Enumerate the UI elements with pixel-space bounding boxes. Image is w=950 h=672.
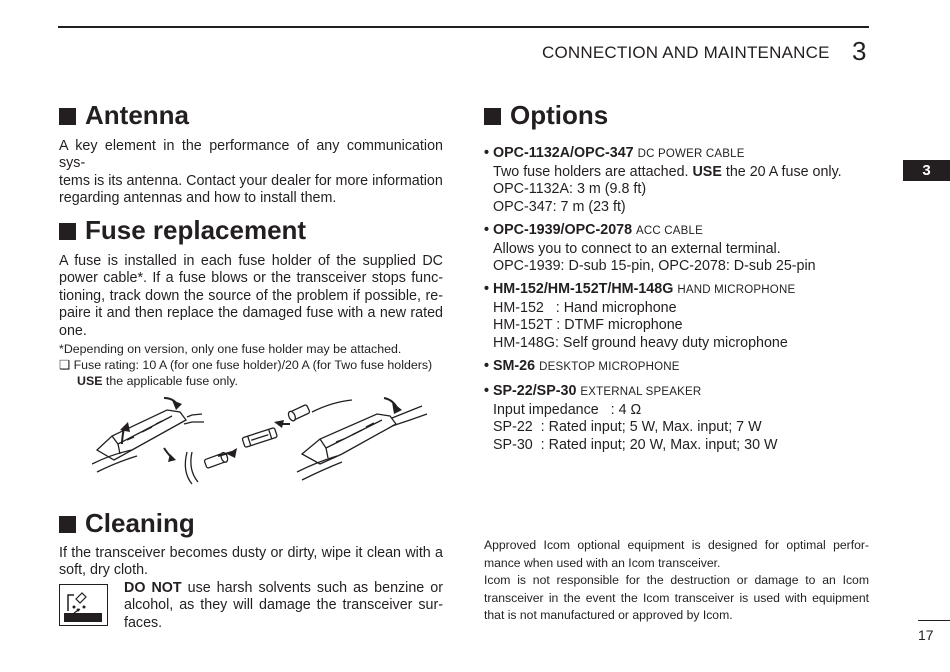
chapter-tab: 3 — [903, 160, 950, 181]
options-heading: Options — [484, 100, 608, 131]
page-number: 17 — [918, 627, 934, 643]
option-item: • SM-26 DESKTOP MICROPHONE — [484, 358, 680, 374]
fuse-rating: ❑ Fuse rating: 10 A (for one fuse holder)/20 A (for Two fuse holders) — [59, 358, 433, 372]
fuse-text: A fuse is installed in each fuse holder of the supplied DC power cable*. If a fuse blows or the transceiver stops func- tioning, track down the source of the problem if possible, re- paire it and then replace the damaged fuse with a new rated one. — [59, 253, 443, 339]
option-item: • HM-152/HM-152T/HM-148G HAND MICROPHONE HM-152 : Hand microphone HM-152T : DTMF microphone HM-148G: Self ground heavy duty microphone — [484, 281, 796, 351]
heading-square-icon — [59, 516, 76, 533]
fuse-use-note: USE the applicable fuse only. — [77, 374, 238, 388]
fuse-holder-illustration — [92, 392, 432, 487]
chapter-number: 3 — [852, 36, 867, 66]
header-rule — [58, 26, 869, 28]
option-item: • OPC-1939/OPC-2078 ACC CABLE Allows you to connect to an external terminal. OPC-1939: D-sub 15-pin, OPC-2078: D-sub 25-pin — [484, 222, 816, 275]
cleaning-text: If the transceiver becomes dusty or dirty, wipe it clean with a soft, dry cloth. — [59, 545, 443, 579]
approved-equipment-note: Approved Icom optional equipment is designed for optimal perfor- mance when used with an Icom transceiver. Icom is not responsible for the destruction or damage to an Icom transceiver in the event the Icom transceiver is used with equipment that is not manufactured or approved by Icom. — [484, 538, 869, 623]
cleaning-heading: Cleaning — [59, 508, 195, 539]
heading-square-icon — [484, 108, 501, 125]
heading-square-icon — [59, 223, 76, 240]
fuse-footnote: *Depending on version, only one fuse holder may be attached. — [59, 342, 402, 356]
antenna-text: A key element in the performance of any communication sys- tems is its antenna. Contact your dealer for more information regarding antennas and how to install them. — [59, 138, 443, 207]
option-item: • OPC-1132A/OPC-347 DC POWER CABLE Two fuse holders are attached. USE the 20 A fuse only. OPC-1132A: 3 m (9.8 ft) OPC-347: 7 m (23 ft) — [484, 145, 842, 215]
page-number-rule — [918, 620, 950, 621]
heading-square-icon — [59, 108, 76, 125]
checkbox-bullet-icon: ❑ — [59, 358, 71, 372]
cleaning-warning: DO NOT use harsh solvents such as benzine or alcohol, as they will damage the transceiver sur- faces. — [124, 580, 443, 631]
section-title: CONNECTION AND MAINTENANCE — [542, 43, 830, 62]
antenna-heading: Antenna — [59, 100, 189, 131]
option-item: • SP-22/SP-30 EXTERNAL SPEAKER Input impedance : 4 Ω SP-22 : Rated input; 5 W, Max. input; 7 W SP-30 : Rated input; 20 W, Max. input; 30 W — [484, 383, 778, 453]
no-solvent-warning-icon — [59, 584, 108, 626]
fuse-heading: Fuse replacement — [59, 215, 306, 246]
